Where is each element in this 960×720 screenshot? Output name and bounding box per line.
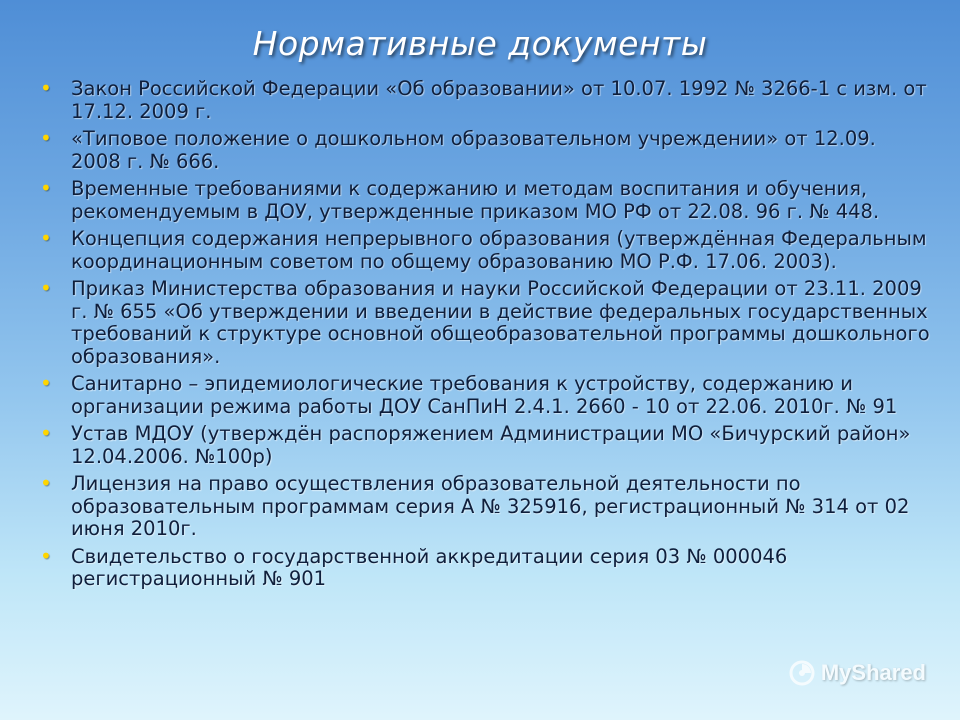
list-item	[38, 178, 930, 223]
list-item	[38, 228, 930, 273]
bullet-icon: •	[40, 471, 52, 495]
myshared-logo-icon	[789, 660, 815, 686]
bullet-icon: •	[40, 226, 52, 250]
myshared-watermark[interactable]	[789, 660, 926, 686]
bullet-icon: •	[40, 76, 52, 100]
documents-list	[38, 78, 930, 596]
list-item-text: Концепция содержания непрерывного образования (утверждённая Федеральным координационным советом по общему образованию МО Р.Ф. 17.06. 2003).	[71, 227, 927, 273]
list-item	[38, 278, 930, 368]
watermark-text: MyShared	[820, 660, 926, 685]
list-item-text: Свидетельство о государственной аккредитации серия 03 № 000046 регистрационный № 901	[71, 544, 788, 590]
list-item	[38, 78, 930, 123]
list-item	[38, 473, 930, 541]
list-item-text: Лицензия на право осуществления образовательной деятельности по образовательным программам серия А № 325916, регистрационный № 314 от 02 июня 2010г.	[71, 472, 910, 540]
bullet-icon: •	[40, 176, 52, 200]
list-item	[38, 128, 930, 173]
bullet-icon: •	[40, 421, 52, 445]
slide-title: Нормативные документы	[252, 24, 708, 63]
bullet-icon: •	[40, 543, 52, 568]
list-item-text: Санитарно – эпидемиологические требования к устройству, содержанию и организации режима работы ДОУ СанПиН 2.4.1. 2660 - 10 от 22.06. 2010г. № 91	[71, 372, 898, 418]
bullet-icon: •	[40, 126, 52, 150]
list-item	[38, 373, 930, 418]
list-item-text: Устав МДОУ (утверждён распоряжением Администрации МО «Бичурский район» 12.04.2006. №100р)	[71, 422, 911, 468]
list-item	[38, 543, 930, 591]
list-item-text: Временные требованиями к содержанию и методам воспитания и обучения, рекомендуемым в ДОУ, утвержденные приказом МО РФ от 22.08. 96 г. № 448.	[71, 177, 880, 223]
list-item-text: «Типовое положение о дошкольном образовательном учреждении» от 12.09. 2008 г. № 666.	[71, 127, 876, 173]
list-item-text: Приказ Министерства образования и науки Российской Федерации от 23.11. 2009 г. № 655 «Об утверждении и введении в действие федеральных государственных требований к структуре основной общеобразовательной программы дошкольного образования».	[71, 277, 930, 368]
list-item	[38, 423, 930, 468]
list-item-text: Закон Российской Федерации «Об образовании» от 10.07. 1992 № 3266-1 с изм. от 17.12. 2009 г.	[71, 77, 927, 123]
bullet-icon: •	[40, 371, 52, 395]
bullet-icon: •	[40, 276, 52, 300]
